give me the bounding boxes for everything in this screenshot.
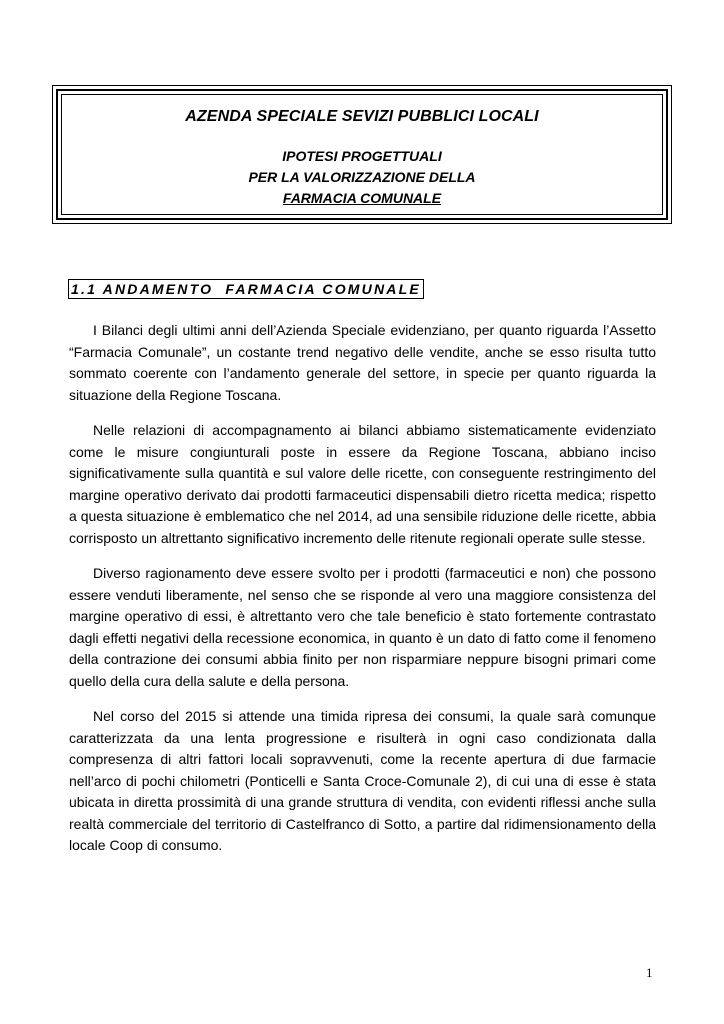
title-box xyxy=(52,85,672,224)
page-number: 1 xyxy=(646,965,653,980)
paragraph: Nel corso del 2015 si attende una timida ripresa dei consumi, la quale sarà comunque caratterizzata da una lenta progressione e risulterà in ogni caso condizionata dalla compresenza di altri fattori locali sopravvenuti, come la recente apertura di due farmacie nell’arco di pochi chilometri (Ponticelli e Santa Croce-Comunale 2), di cui una di esse è stata ubicata in diretta prossimità di una grande struttura di vendita, con evidenti riflessi anche sulla realtà commerciale del territorio di Castelfranco di Sotto, a partire dal ridimensionamento della locale Coop di consumo. xyxy=(69,708,656,853)
paragraph: I Bilanci degli ultimi anni dell’Azienda Speciale evidenziano, per quanto riguarda l’Assetto “Farmacia Comunale”, un costante trend negativo delle vendite, anche se esso risulta tutto sommato coerente con l’andamento generale del settore, in specie per quanto riguarda la situazione della Regione Toscana. xyxy=(69,322,656,403)
body-text xyxy=(69,320,656,871)
title-box-frame xyxy=(56,89,668,220)
paragraph: Nelle relazioni di accompagnamento ai bilanci abbiamo sistematicamente evidenziato come le misure congiunturali poste in essere da Regione Toscana, abbiano inciso significativamente sulla quantità e sul valore delle ricette, con conseguente restringimento del margine operativo derivato dai prodotti farmaceutici dispensabili dietro ricetta medica; rispetto a questa situazione è emblematico che nel 2014, ad una sensibile riduzione delle ricette, abbia corrisposto un altrettanto significativo incremento delle ritenute regionali operate sulle stesse. xyxy=(69,422,656,546)
document-subtitle-line-3 xyxy=(62,188,662,209)
document-subtitle-line-3-text: FARMACIA COMUNALE xyxy=(282,190,442,206)
section-heading: 1.1 ANDAMENTO FARMACIA COMUNALE xyxy=(68,279,424,299)
document-title: AZENDA SPECIALE SEVIZI PUBBLICI LOCALI xyxy=(185,108,539,125)
paragraph: Diverso ragionamento deve essere svolto per i prodotti (farmaceutici e non) che possono essere venduti liberamente, nel senso che se risponde al vero una maggiore consistenza del margine operativo di essi, è altrettanto vero che tale beneficio è stato fortemente contrastato dagli effetti negativi della recessione economica, in quanto è un dato di fatto come il fenomeno della contrazione dei consumi abbia finito per non risparmiare neppure bisogni primari come quello della cura della salute e della persona. xyxy=(69,565,656,689)
document-subtitle-line-1: IPOTESI PROGETTUALI xyxy=(282,148,442,164)
document-subtitle-line-2: PER LA VALORIZZAZIONE DELLA xyxy=(248,169,476,185)
title-box-content xyxy=(61,94,663,215)
